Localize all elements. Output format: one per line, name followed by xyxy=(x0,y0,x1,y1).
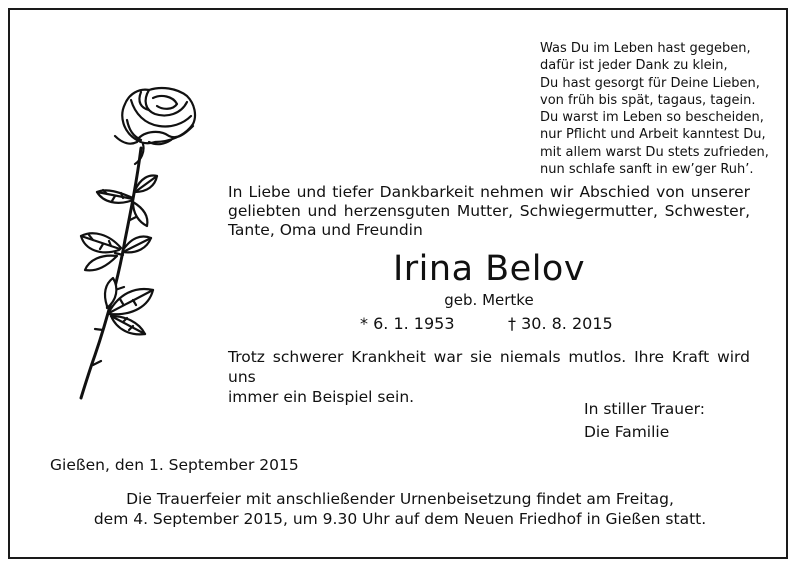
intro-line: Tante, Oma und Freundin xyxy=(228,221,423,239)
poem-line: nur Pflicht und Arbeit kanntest Du, xyxy=(540,127,766,143)
intro-line: geliebten und herzensguten Mutter, Schwiegermutter, Schwester, xyxy=(228,202,750,220)
poem-line: von früh bis spät, tagaus, tagein. xyxy=(540,92,756,108)
poem-line: Du warst im Leben so bescheiden, xyxy=(540,110,764,126)
signature-line: In stiller Trauer: xyxy=(584,400,705,418)
rose-icon xyxy=(45,80,215,405)
tribute-line: immer ein Beispiel sein. xyxy=(228,388,415,406)
death-date: † 30. 8. 2015 xyxy=(508,314,613,333)
tribute-line: Trotz schwerer Krankheit war sie niemals mutlos. Ihre Kraft wird uns xyxy=(228,348,750,386)
signature xyxy=(584,398,705,444)
funeral-line: dem 4. September 2015, um 9.30 Uhr auf dem Neuen Friedhof in Gießen statt. xyxy=(93,510,707,528)
poem-line: dafür ist jeder Dank zu klein, xyxy=(540,58,728,74)
deceased-name: Irina Belov xyxy=(392,249,586,289)
poem-line: nun schlafe sanft in ew’ger Ruh’. xyxy=(540,162,754,178)
intro-line: In Liebe und tiefer Dankbarkeit nehmen wir Abschied von unserer xyxy=(228,183,750,201)
funeral-info xyxy=(60,489,740,529)
place-date: Gießen, den 1. September 2015 xyxy=(50,456,299,474)
funeral-line: Die Trauerfeier mit anschließender Urnenbeisetzung findet am Freitag, xyxy=(126,490,674,508)
signature-line: Die Familie xyxy=(584,423,670,441)
poem-line: Was Du im Leben hast gegeben, xyxy=(540,41,751,56)
poem-line: Du hast gesorgt für Deine Lieben, xyxy=(540,75,760,91)
birth-date: * 6. 1. 1953 xyxy=(360,314,455,333)
poem xyxy=(540,40,780,178)
poem-line: mit allem warst Du stets zufrieden, xyxy=(540,144,769,160)
intro-text xyxy=(228,183,750,240)
maiden-name: geb. Mertke xyxy=(444,291,534,309)
